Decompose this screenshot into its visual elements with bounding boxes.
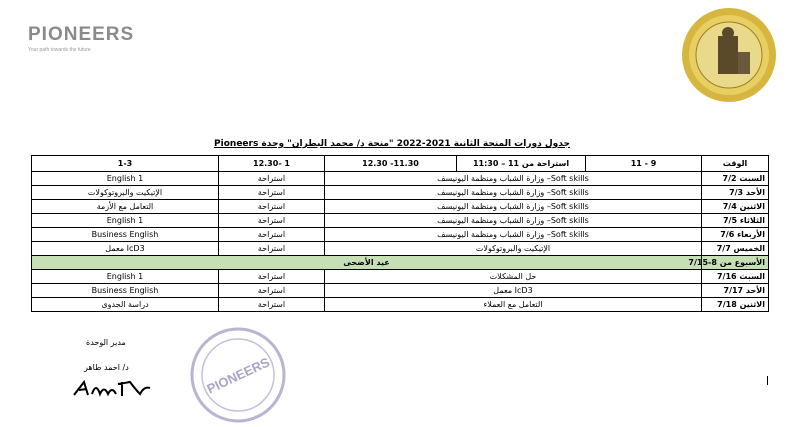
day-cell: الخميس 7/7: [702, 242, 769, 256]
morning-session-cell: الإتيكيت والبروتوكولات: [325, 242, 702, 256]
header-cell: 9 - 11: [586, 156, 702, 172]
day-cell: الأحد 7/3: [702, 186, 769, 200]
table-row: [32, 298, 769, 312]
table-row: [32, 200, 769, 214]
document-title: جدول دورات المنحة الثانية 2021-2022 "منحة د/ محمد البطران" وحدة Pioneers: [214, 139, 570, 149]
table-header-row: [32, 156, 769, 172]
afternoon-session-cell: Business English: [32, 284, 219, 298]
day-cell: السبت 7/16: [702, 270, 769, 284]
holiday-week-cell: الأسبوع من 8-7/15: [702, 256, 769, 270]
break-cell: استراحة: [219, 214, 325, 228]
day-cell: السبت 7/2: [702, 172, 769, 186]
header-cell: الوقت: [702, 156, 769, 172]
day-cell: الثلاثاء 7/5: [702, 214, 769, 228]
morning-session-cell: التعامل مع العملاء: [325, 298, 702, 312]
table-row: [32, 284, 769, 298]
break-cell: استراحة: [219, 200, 325, 214]
break-cell: استراحة: [219, 270, 325, 284]
logo-brand-text: PIONEERS: [28, 24, 135, 45]
day-cell: الاثنين 7/18: [702, 298, 769, 312]
schedule-table: [31, 155, 769, 312]
table-row: [32, 186, 769, 200]
unit-stamp: [188, 325, 288, 425]
table-row: [32, 242, 769, 256]
break-cell: استراحة: [219, 298, 325, 312]
table-row: [32, 270, 769, 284]
morning-session-cell: Soft skills– وزارة الشباب ومنظمة اليونيسف: [325, 214, 702, 228]
morning-session-cell: حل المشكلات: [325, 270, 702, 284]
morning-session-cell: Soft skills– وزارة الشباب ومنظمة اليونيسف: [325, 172, 702, 186]
morning-session-cell: IcD3 معمل: [325, 284, 702, 298]
header-cell: 1-3: [32, 156, 219, 172]
signature-title: مدير الوحدة: [86, 338, 126, 347]
table-row: [32, 228, 769, 242]
table-row: [32, 172, 769, 186]
morning-session-cell: Soft skills– وزارة الشباب ومنظمة اليونيسف: [325, 228, 702, 242]
break-cell: استراحة: [219, 228, 325, 242]
afternoon-session-cell: IcD3 معمل: [32, 242, 219, 256]
day-cell: الاثنين 7/4: [702, 200, 769, 214]
pioneers-logo: [28, 24, 138, 54]
handwritten-signature: [70, 376, 154, 400]
day-cell: الأربعاء 7/6: [702, 228, 769, 242]
table-row: [32, 214, 769, 228]
signature-name: د/ احمد طاهر: [84, 363, 129, 372]
stamp-text: PIONEERS: [204, 354, 272, 397]
holiday-row: [32, 256, 769, 270]
morning-session-cell: Soft skills– وزارة الشباب ومنظمة اليونيسف: [325, 186, 702, 200]
break-cell: استراحة: [219, 186, 325, 200]
break-cell: استراحة: [219, 172, 325, 186]
afternoon-session-cell: Business English: [32, 228, 219, 242]
holiday-label-cell: عيد الأضحى: [32, 256, 702, 270]
break-cell: استراحة: [219, 284, 325, 298]
afternoon-session-cell: English 1: [32, 172, 219, 186]
break-cell: استراحة: [219, 242, 325, 256]
afternoon-session-cell: التعامل مع الأزمة: [32, 200, 219, 214]
afternoon-session-cell: English 1: [32, 270, 219, 284]
logo-tagline: Your path towards the future: [28, 47, 91, 53]
afternoon-session-cell: دراسة الجدوى: [32, 298, 219, 312]
afternoon-session-cell: الإتيكيت والبروتوكولات: [32, 186, 219, 200]
header-cell: استراحة من 11 – 11:30: [457, 156, 586, 172]
afternoon-session-cell: English 1: [32, 214, 219, 228]
text-cursor: [767, 376, 768, 385]
university-seal: [680, 6, 778, 104]
header-cell: 11.30- 12.30: [325, 156, 457, 172]
morning-session-cell: Soft skills– وزارة الشباب ومنظمة اليونيسف: [325, 200, 702, 214]
day-cell: الأحد 7/17: [702, 284, 769, 298]
header-cell: 1 -12.30: [219, 156, 325, 172]
